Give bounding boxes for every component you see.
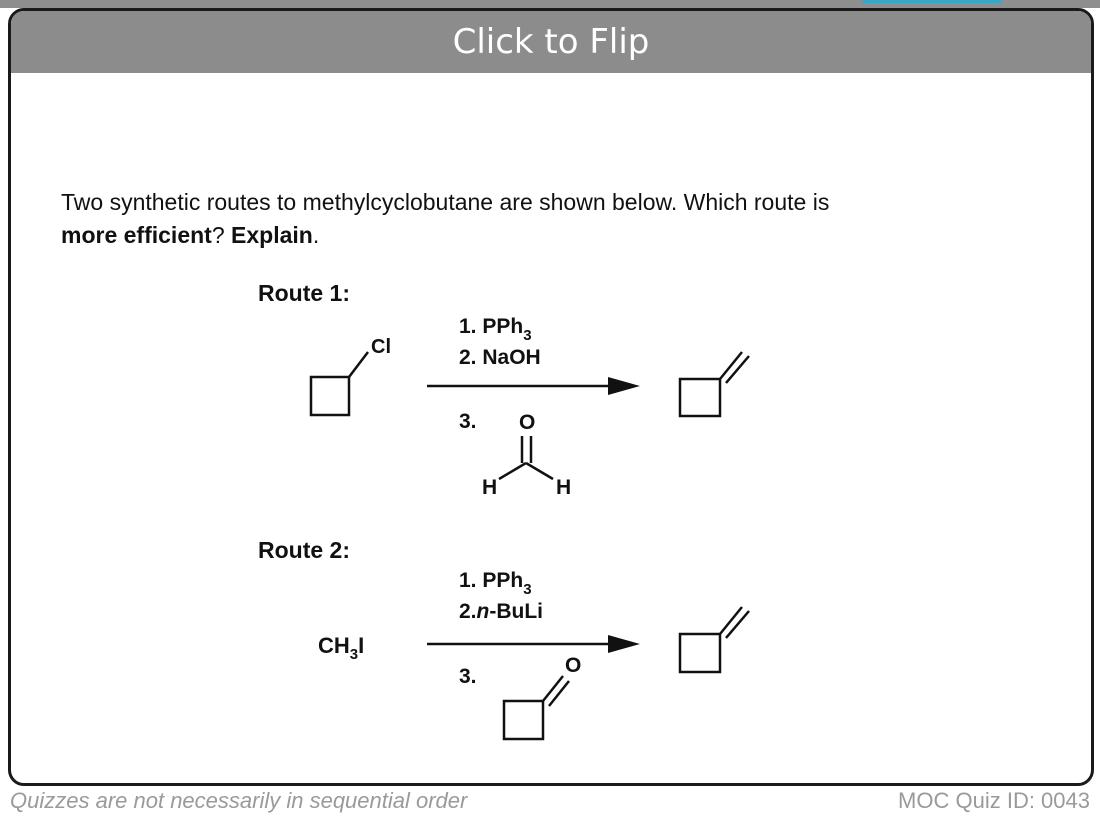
route1-cyclobutyl-chloride xyxy=(311,352,368,415)
route1-step1 xyxy=(459,315,532,344)
route2-arrow xyxy=(427,635,640,653)
route1-title: Route 1: xyxy=(258,280,350,306)
route2-product-methylenecyclobutane xyxy=(680,607,749,672)
question-mid: ? xyxy=(211,222,232,248)
route1-step1-subscript: 3 xyxy=(523,327,532,344)
route2-step2-number: 2. xyxy=(459,600,477,623)
footer-disclaimer: Quizzes are not necessarily in sequential order xyxy=(10,788,468,813)
route1-product-methylenecyclobutane xyxy=(680,352,749,416)
formaldehyde-oxygen: O xyxy=(519,411,536,434)
route2-step2-n: n xyxy=(476,600,490,623)
formaldehyde-h-right: H xyxy=(556,476,572,499)
formaldehyde-h-left: H xyxy=(482,476,498,499)
question-line1: Two synthetic routes to methylcyclobutane are shown below. Which route is xyxy=(61,189,830,215)
route2-step1-subscript: 3 xyxy=(523,581,532,598)
route1-step1-text: 1. PPh xyxy=(459,315,524,338)
route2-reagent-iodide: I xyxy=(358,633,365,658)
route1-arrow xyxy=(427,377,640,395)
question-bold-explain: Explain xyxy=(231,222,313,248)
flip-label: Click to Flip xyxy=(452,22,650,62)
route1-step2: 2. NaOH xyxy=(459,346,541,369)
route2-reagent-ch: CH xyxy=(318,633,350,658)
question-bold-efficient: more efficient xyxy=(61,222,212,248)
quiz-id: MOC Quiz ID: 0043 xyxy=(898,788,1090,813)
route2-step2 xyxy=(459,600,543,623)
route1-chloro-label: Cl xyxy=(371,336,391,358)
cyclobutanone-oxygen: O xyxy=(565,654,582,677)
route2-step3: 3. xyxy=(459,665,477,688)
route2-step1 xyxy=(459,569,532,598)
route2-step1-text: 1. PPh xyxy=(459,569,524,592)
cyclobutanone xyxy=(504,676,569,739)
route2-step2-buli: -BuLi xyxy=(489,600,543,623)
route2-title: Route 2: xyxy=(258,537,350,563)
route1-step3: 3. xyxy=(459,410,477,433)
route2-reagent-subscript: 3 xyxy=(349,646,359,663)
route2-reagent xyxy=(318,633,364,663)
formaldehyde-bonds xyxy=(499,436,553,479)
question-end: . xyxy=(312,222,320,248)
